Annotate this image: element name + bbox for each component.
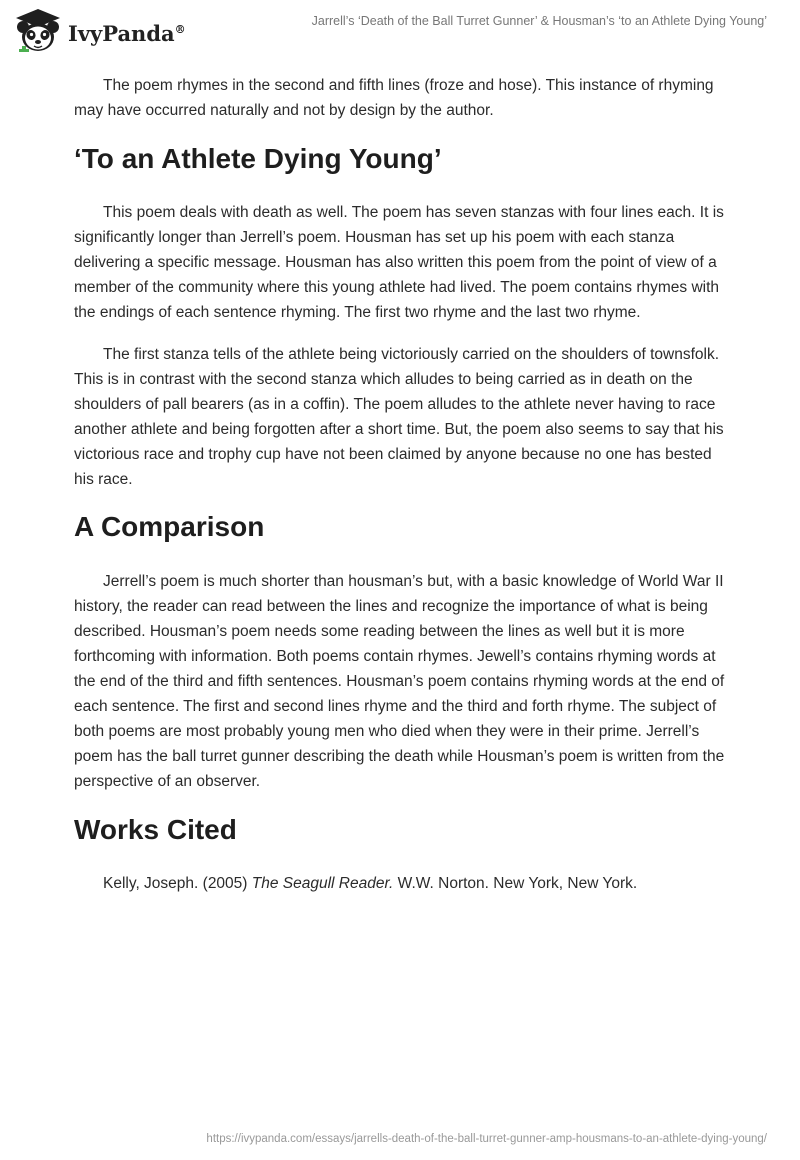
citation-title: The Seagull Reader.: [251, 875, 394, 892]
logo-wordmark: IvyPanda®: [68, 20, 186, 46]
citation-author: Kelly, Joseph. (2005): [103, 875, 252, 892]
running-title: Jarrell’s ‘Death of the Ball Turret Gunner’ & Housman’s ‘to an Athlete Dying Young’: [311, 14, 767, 28]
comparison-paragraph: Jerrell’s poem is much shorter than housman’s but, with a basic knowledge of World War II history, the reader can read between the lines and recognize the importance of what is being described. Housman’s poem needs some reading between the lines as well but it is more forthcoming with information. Both poems contain rhymes. Jewell’s contains rhyming words at the end of the third and fifth sentences. Housman’s poem contains rhyming words at the end of each sentence. The first and second lines rhyme and the third and forth rhyme. The subject of both poems are most probably young men who died when they were in their prime. Jerrell’s poem has the ball turret gunner describing the death while Housman’s poem is written from the perspective of an observer.: [74, 573, 725, 790]
page-header: [0, 0, 800, 62]
citation-entry: [74, 871, 726, 896]
panda-graduate-icon: [14, 8, 62, 54]
intro-paragraph: The poem rhymes in the second and fifth lines (froze and hose). This instance of rhyming may have occurred naturally and not by design by the author.: [74, 77, 714, 119]
citation-publisher: W.W. Norton. New York, New York.: [393, 875, 638, 892]
ivypanda-logo[interactable]: [14, 8, 186, 54]
heading-athlete: ‘To an Athlete Dying Young’: [74, 143, 442, 174]
athlete-paragraph-1: This poem deals with death as well. The poem has seven stanzas with four lines each. It is significantly longer than Jerrell’s poem. Housman has set up his poem with each stanza delivering a specific message. Housman has also written this poem from the point of view of a member of the community where this young athlete had lived. The poem contains rhymes with the endings of each sentence rhyming. The first two rhyme and the last two rhyme.: [74, 204, 724, 321]
athlete-paragraph-2: The first stanza tells of the athlete being victoriously carried on the shoulders of townsfolk. This is in contrast with the second stanza which alludes to being carried as in death on the shoulders of pall bearers (as in a coffin). The poem alludes to the athlete never having to race another athlete and being forgotten after a short time. But, the poem also seems to say that his victorious race and trophy cup have not been claimed by anyone because no one has bested his race.: [74, 346, 724, 488]
heading-comparison: A Comparison: [74, 511, 265, 542]
source-url-link[interactable]: https://ivypanda.com/essays/jarrells-death-of-the-ball-turret-gunner-amp-housmans-to-an-athlete-dying-young/: [206, 1133, 767, 1145]
essay-content: [74, 73, 726, 896]
heading-works-cited: Works Cited: [74, 814, 237, 845]
